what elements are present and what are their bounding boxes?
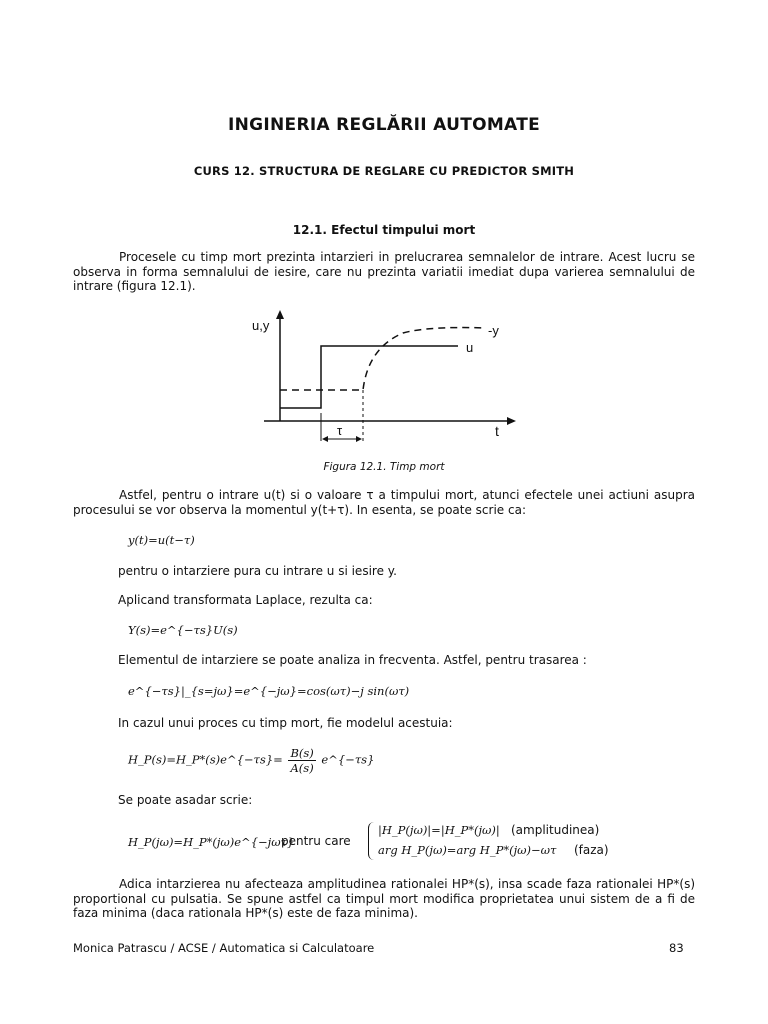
- equation-phase: arg H_P(jω)=arg H_P*(jω)−ωτ: [378, 843, 557, 857]
- axis-y-label: u,y: [252, 318, 270, 333]
- figure-caption: Figura 12.1. Timp mort: [323, 461, 445, 473]
- equation-brace: [368, 822, 377, 860]
- output-signal-y: [280, 328, 486, 390]
- axis-x-label: t: [495, 423, 499, 439]
- equation-pure-delay: y(t)=u(t−τ): [128, 533, 195, 547]
- equation-model-right: e^{−τs}: [321, 752, 375, 767]
- x-axis-arrow: [507, 417, 516, 425]
- label-y: -y: [488, 323, 499, 338]
- equation-connector: pentru care: [281, 834, 351, 848]
- section-title: 12.1. Efectul timpului mort: [292, 223, 476, 237]
- paragraph-frequency: Elementul de intarziere se poate analiza in frecventa. Astfel, pentru trasarea :: [118, 653, 587, 667]
- input-signal-u: [280, 346, 458, 408]
- equation-frequency-response: H_P(jω)=H_P*(jω)e^{−jωτ}: [128, 835, 295, 849]
- equation-amplitude-note: (amplitudinea): [511, 823, 600, 837]
- paragraph-delay: Astfel, pentru o intrare u(t) si o valoare τ a timpului mort, atunci efectele unei actiuni asupra procesului se vor observa la momentul y(t+τ). In esenta, se poate scrie ca:: [73, 488, 695, 517]
- paragraph-laplace: Aplicand transformata Laplace, rezulta ca:: [118, 593, 373, 607]
- paragraph-conclusion: Adica intarzierea nu afecteaza amplitudinea rationalei HP*(s), insa scade faza rationalei HP*(s) proportional cu pulsatia. Se spune astfel ca timpul mort modifica proprietatea unui sistem de a fi de faza minima (daca rationala HP*(s) este de faza minima).: [73, 877, 695, 920]
- document-title: INGINERIA REGLĂRII AUTOMATE: [227, 115, 541, 135]
- equation-amplitude: |H_P(jω)|=|H_P*(jω)|: [378, 823, 500, 837]
- paragraph-intro: Procesele cu timp mort prezinta intarzieri in prelucrarea semnalelor de intrare. Acest lucru se observa in forma semnalului de iesire, care nu prezinta variatii imediat dupa varierea semnalului de intrare (figura 12.1).: [73, 250, 695, 293]
- equation-model-denominator: A(s): [290, 761, 314, 775]
- paragraph-pure-delay: pentru o intarziere pura cu intrare u si iesire y.: [118, 564, 397, 578]
- equation-frequency: e^{−τs}|_{s=jω}=e^{−jω}=cos(ωτ)−j sin(ωτ): [128, 684, 410, 698]
- equation-process-model: [128, 746, 374, 775]
- paragraph-model: In cazul unui proces cu timp mort, fie modelul acestuia:: [118, 716, 453, 730]
- equation-model-numerator: B(s): [290, 746, 314, 760]
- figure-time-delay: [248, 308, 520, 448]
- course-subtitle: CURS 12. STRUCTURA DE REGLARE CU PREDICTOR SMITH: [193, 164, 575, 178]
- label-u: u: [466, 340, 474, 355]
- paragraph-summary: Se poate asadar scrie:: [118, 793, 253, 807]
- equation-laplace: Y(s)=e^{−τs}U(s): [128, 623, 238, 637]
- tau-arrow-left: [322, 436, 328, 442]
- footer-author: Monica Patrascu / ACSE / Automatica si Calculatoare: [73, 941, 375, 955]
- equation-model-fraction: [288, 746, 315, 775]
- tau-arrow-right: [356, 436, 362, 442]
- page-number: 83: [669, 941, 684, 955]
- equation-phase-note: (faza): [574, 843, 609, 857]
- equation-model-left: H_P(s)=H_P*(s)e^{−τs}=: [128, 752, 283, 767]
- y-axis-arrow: [276, 310, 284, 319]
- label-tau: τ: [337, 423, 343, 438]
